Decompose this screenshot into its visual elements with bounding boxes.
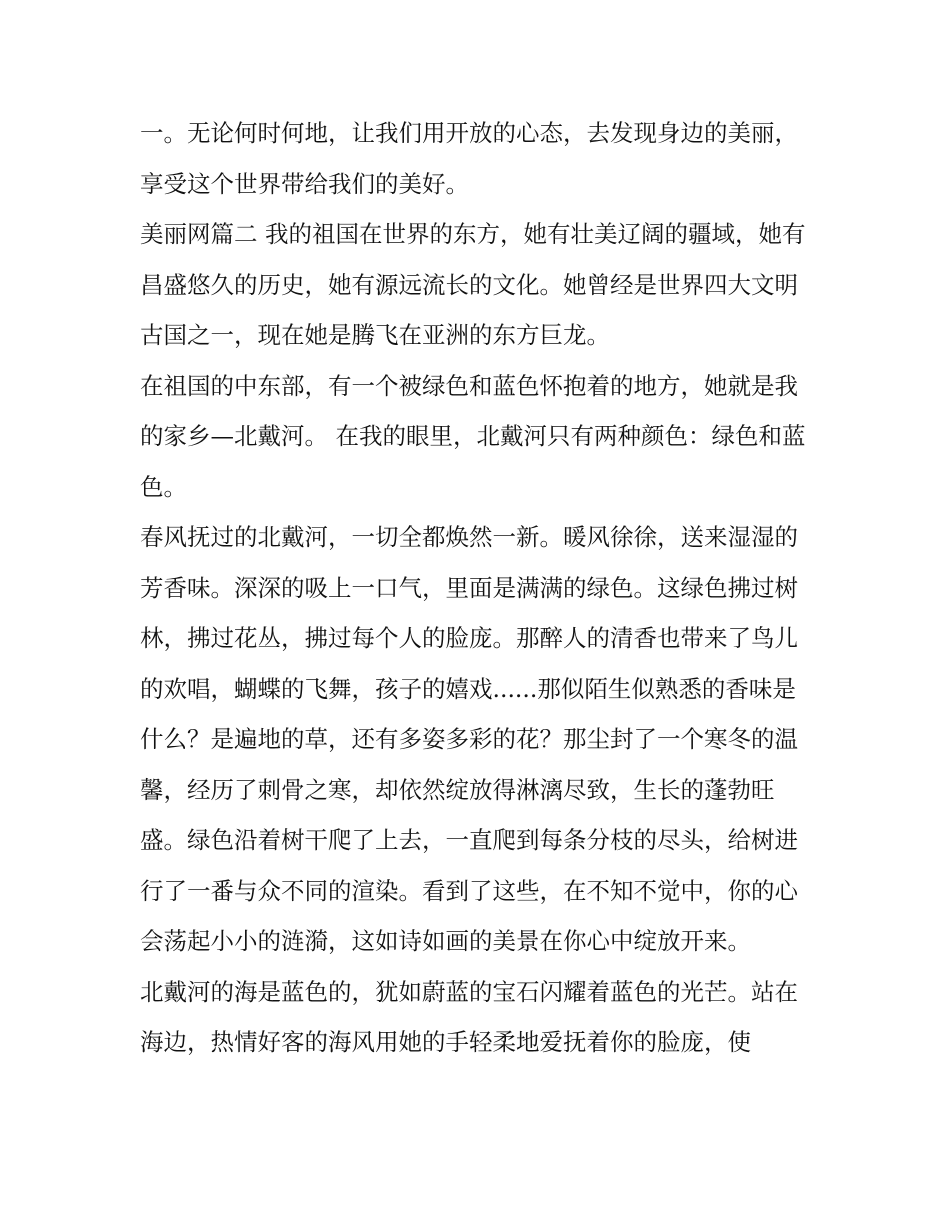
- paragraph-5: 北戴河的海是蓝色的，犹如蔚蓝的宝石闪耀着蓝色的光芒。站在海边，热情好客的海风用她的手轻柔地爱抚着你的脸庞，使: [140, 977, 798, 1056]
- paragraph-1: 一。无论何时何地，让我们用开放的心态，去发现身边的美丽，享受这个世界带给我们的美好。: [140, 119, 798, 198]
- paragraph-4: 春风抚过的北戴河，一切全都焕然一新。暖风徐徐，送来湿湿的芳香味。深深的吸上一口气，里面是满满的绿色。这绿色拂过树林，拂过花丛，拂过每个人的脸庞。那醉人的清香也带来了鸟儿的欢唱，蝴蝶的飞舞，孩子的嬉戏......那似陌生似熟悉的香味是什么？是遍地的草，还有多姿多彩的花？那尘封了一个寒冬的温馨，经历了刺骨之寒，却依然绽放得淋漓尽致，生长的蓬勃旺盛。绿色沿着树干爬了上去，一直爬到每条分枝的尽头，给树进行了一番与众不同的渲染。看到了这些，在不知不觉中，你的心会荡起小小的涟漪，这如诗如画的美景在你心中绽放开来。: [140, 523, 798, 955]
- document-body: [140, 108, 812, 1068]
- paragraph-3: 在祖国的中东部，有一个被绿色和蓝色怀抱着的地方，她就是我的家乡—北戴河。 在我的眼里，北戴河只有两种颜色：绿色和蓝色。: [140, 371, 806, 501]
- paragraph-2: 美丽网篇二 我的祖国在世界的东方，她有壮美辽阔的疆域，她有昌盛悠久的历史，她有源远流长的文化。她曾经是世界四大文明古国之一，现在她是腾飞在亚洲的东方巨龙。: [140, 220, 806, 349]
